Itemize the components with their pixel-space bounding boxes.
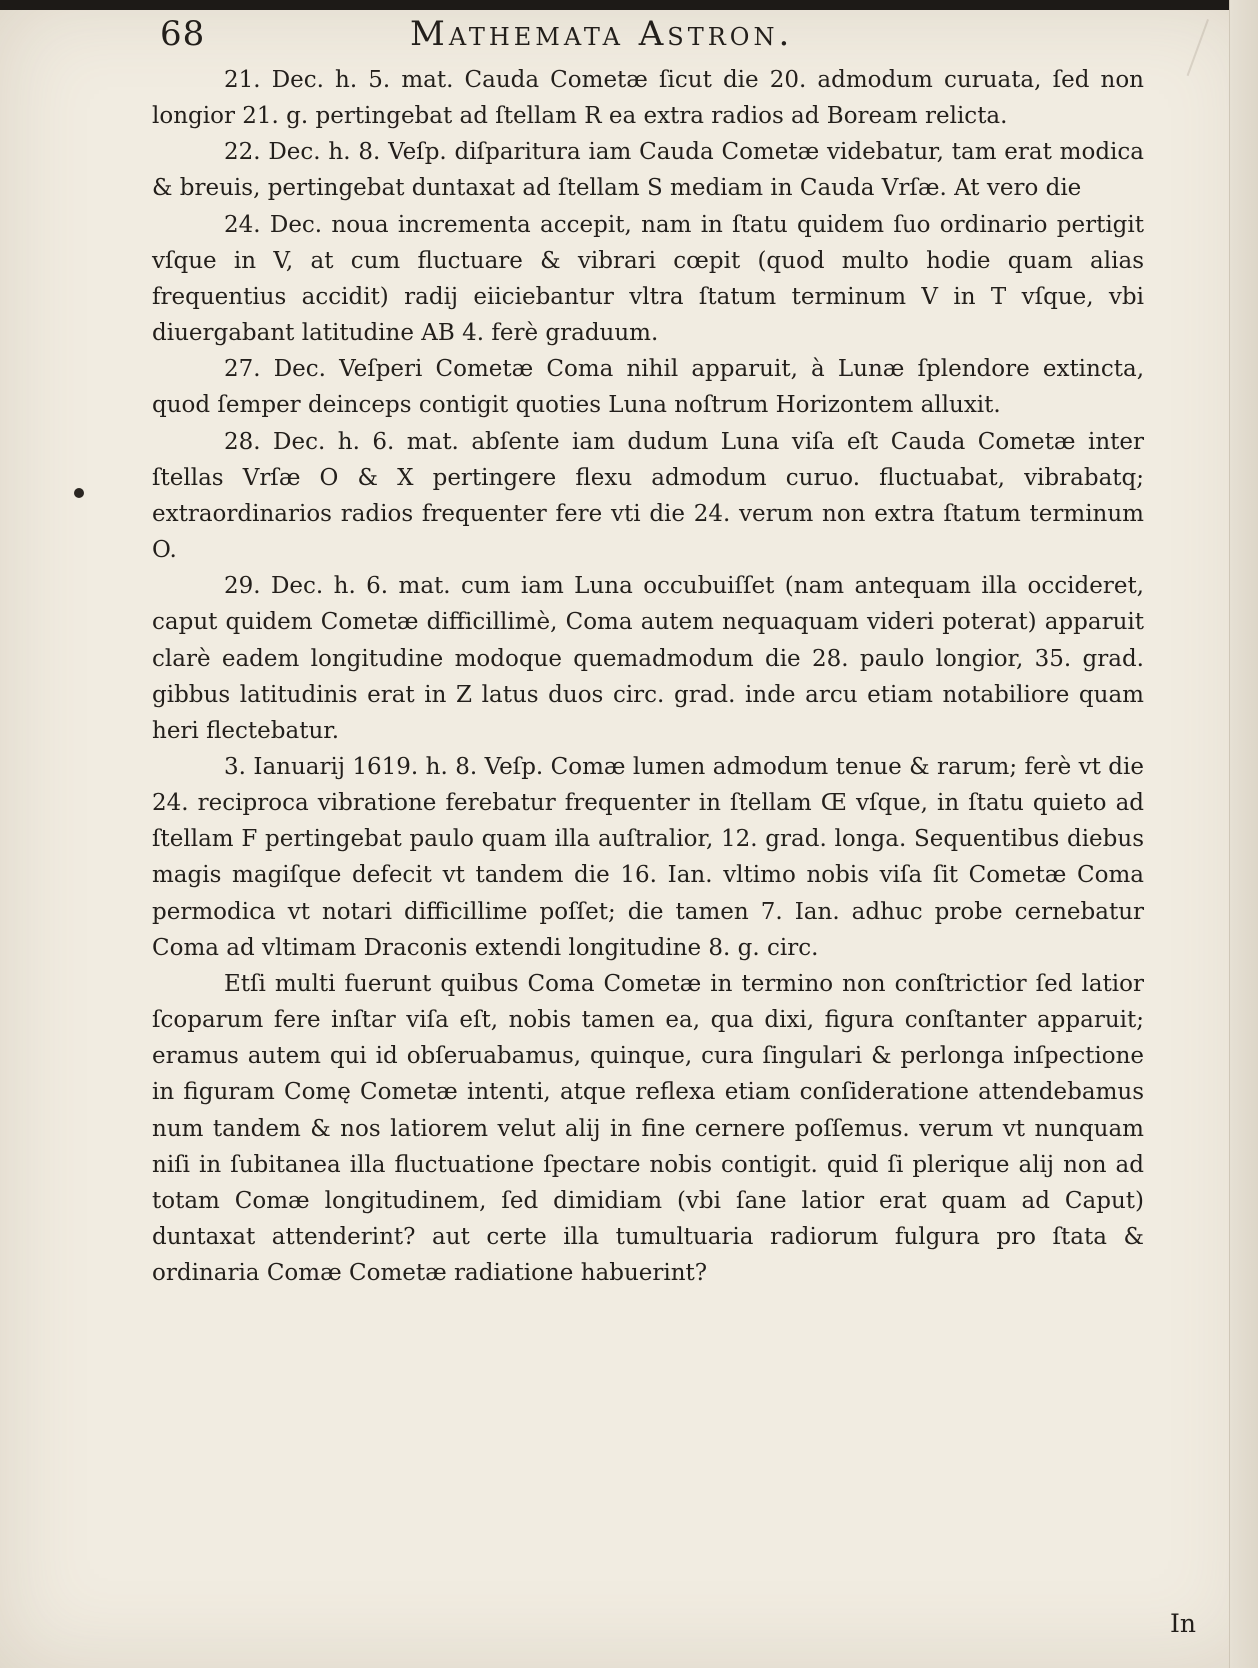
paragraph-dec-21: 21. Dec. h. 5. mat. Cauda Cometæ ſicut die 20. admodum curuata, ſed non longior 21. g. pertingebat ad ſtellam R ea extra radios ad Boream relicta. bbox=[152, 67, 1144, 130]
body-text bbox=[152, 62, 1144, 1291]
page-edge bbox=[1229, 0, 1258, 1668]
paragraph-jan-3: 3. Ianuarij 1619. h. 8. Veſp. Comæ lumen admodum tenue & rarum; ferè vt die 24. reciproca vibratione ferebatur frequenter in ſtellam Œ vſque, in ſtatu quieto ad ſtellam F pertingebat paulo quam illa auſtralior, 12. grad. longa. Sequentibus diebus magis magiſque defecit vt tandem die 16. Ian. vltimo nobis viſa ſit Cometæ Coma permodica vt notari difficillime poſſet; die tamen 7. Ian. adhuc probe cernebatur Coma ad vltimam Draconis extendi longitudine 8. g. circ. bbox=[152, 753, 1144, 961]
paragraph-dec-28: 28. Dec. h. 6. mat. abſente iam dudum Luna viſa eſt Cauda Cometæ inter ſtellas Vrſæ O & X pertingere flexu admodum curuo. fluctuabat, vibrabatq; extraordinarios radios frequenter fere vti die 24. verum non extra ſtatum terminum O. bbox=[152, 428, 1144, 564]
page-number: 68 bbox=[160, 14, 206, 54]
running-title: Mathemata Astron. bbox=[410, 14, 794, 54]
paragraph-discussion: Etſi multi fuerunt quibus Coma Cometæ in termino non conſtrictior ſed latior ſcoparum fere inſtar viſa eſt, nobis tamen ea, qua dixi, figura conſtanter apparuit; eramus autem qui id obſeruabamus, quinque, cura ſingulari & perlonga inſpectione in figuram Comę Cometæ intenti, atque reflexa etiam conſideratione attendebamus num tandem & nos latiorem velut alij in fine cernere poſſemus. verum vt nunquam niſi in ſubitanea illa fluctuatione ſpectare nobis contigit. quid ſi plerique alij non ad totam Comæ longitudinem, ſed dimidiam (vbi ſane latior erat quam ad Caput) duntaxat attenderint? aut certe illa tumultuaria radiorum fulgura pro ſtata & ordinaria Comæ Cometæ radiatione habuerint? bbox=[152, 970, 1144, 1287]
page-header bbox=[160, 12, 920, 56]
paragraph-dec-22: 22. Dec. h. 8. Veſp. diſparitura iam Cauda Cometæ videbatur, tam erat modica & breuis, pertingebat duntaxat ad ſtellam S mediam in Cauda Vrſæ. At vero die bbox=[152, 139, 1144, 202]
margin-bleed-through bbox=[1187, 19, 1234, 85]
paragraph-dec-27: 27. Dec. Veſperi Cometæ Coma nihil apparuit, à Lunæ ſplendore extincta, quod ſemper deinceps contigit quoties Luna noſtrum Horizontem alluxit. bbox=[152, 356, 1144, 419]
top-border bbox=[0, 0, 1230, 10]
paragraph-dec-29: 29. Dec. h. 6. mat. cum iam Luna occubuiſſet (nam antequam illa occideret, caput quidem Cometæ difficillimè, Coma autem nequaquam videri poterat) apparuit clarè eadem longitudine modoque quemadmodum die 28. paulo longior, 35. grad. gibbus latitudinis erat in Z latus duos circ. grad. inde arcu etiam notabiliore quam heri flectebatur. bbox=[152, 573, 1144, 744]
paragraph-dec-24: 24. Dec. noua incrementa accepit, nam in ſtatu quidem ſuo ordinario pertigit vſque in V, at cum fluctuare & vibrari cœpit (quod multo hodie quam alias frequentius accidit) radij eiiciebantur vltra ſtatum terminum V in T vſque, vbi diuergabant latitudine AB 4. ferè graduum. bbox=[152, 211, 1144, 347]
catchword: In bbox=[1170, 1609, 1196, 1638]
ink-blot bbox=[74, 488, 84, 498]
